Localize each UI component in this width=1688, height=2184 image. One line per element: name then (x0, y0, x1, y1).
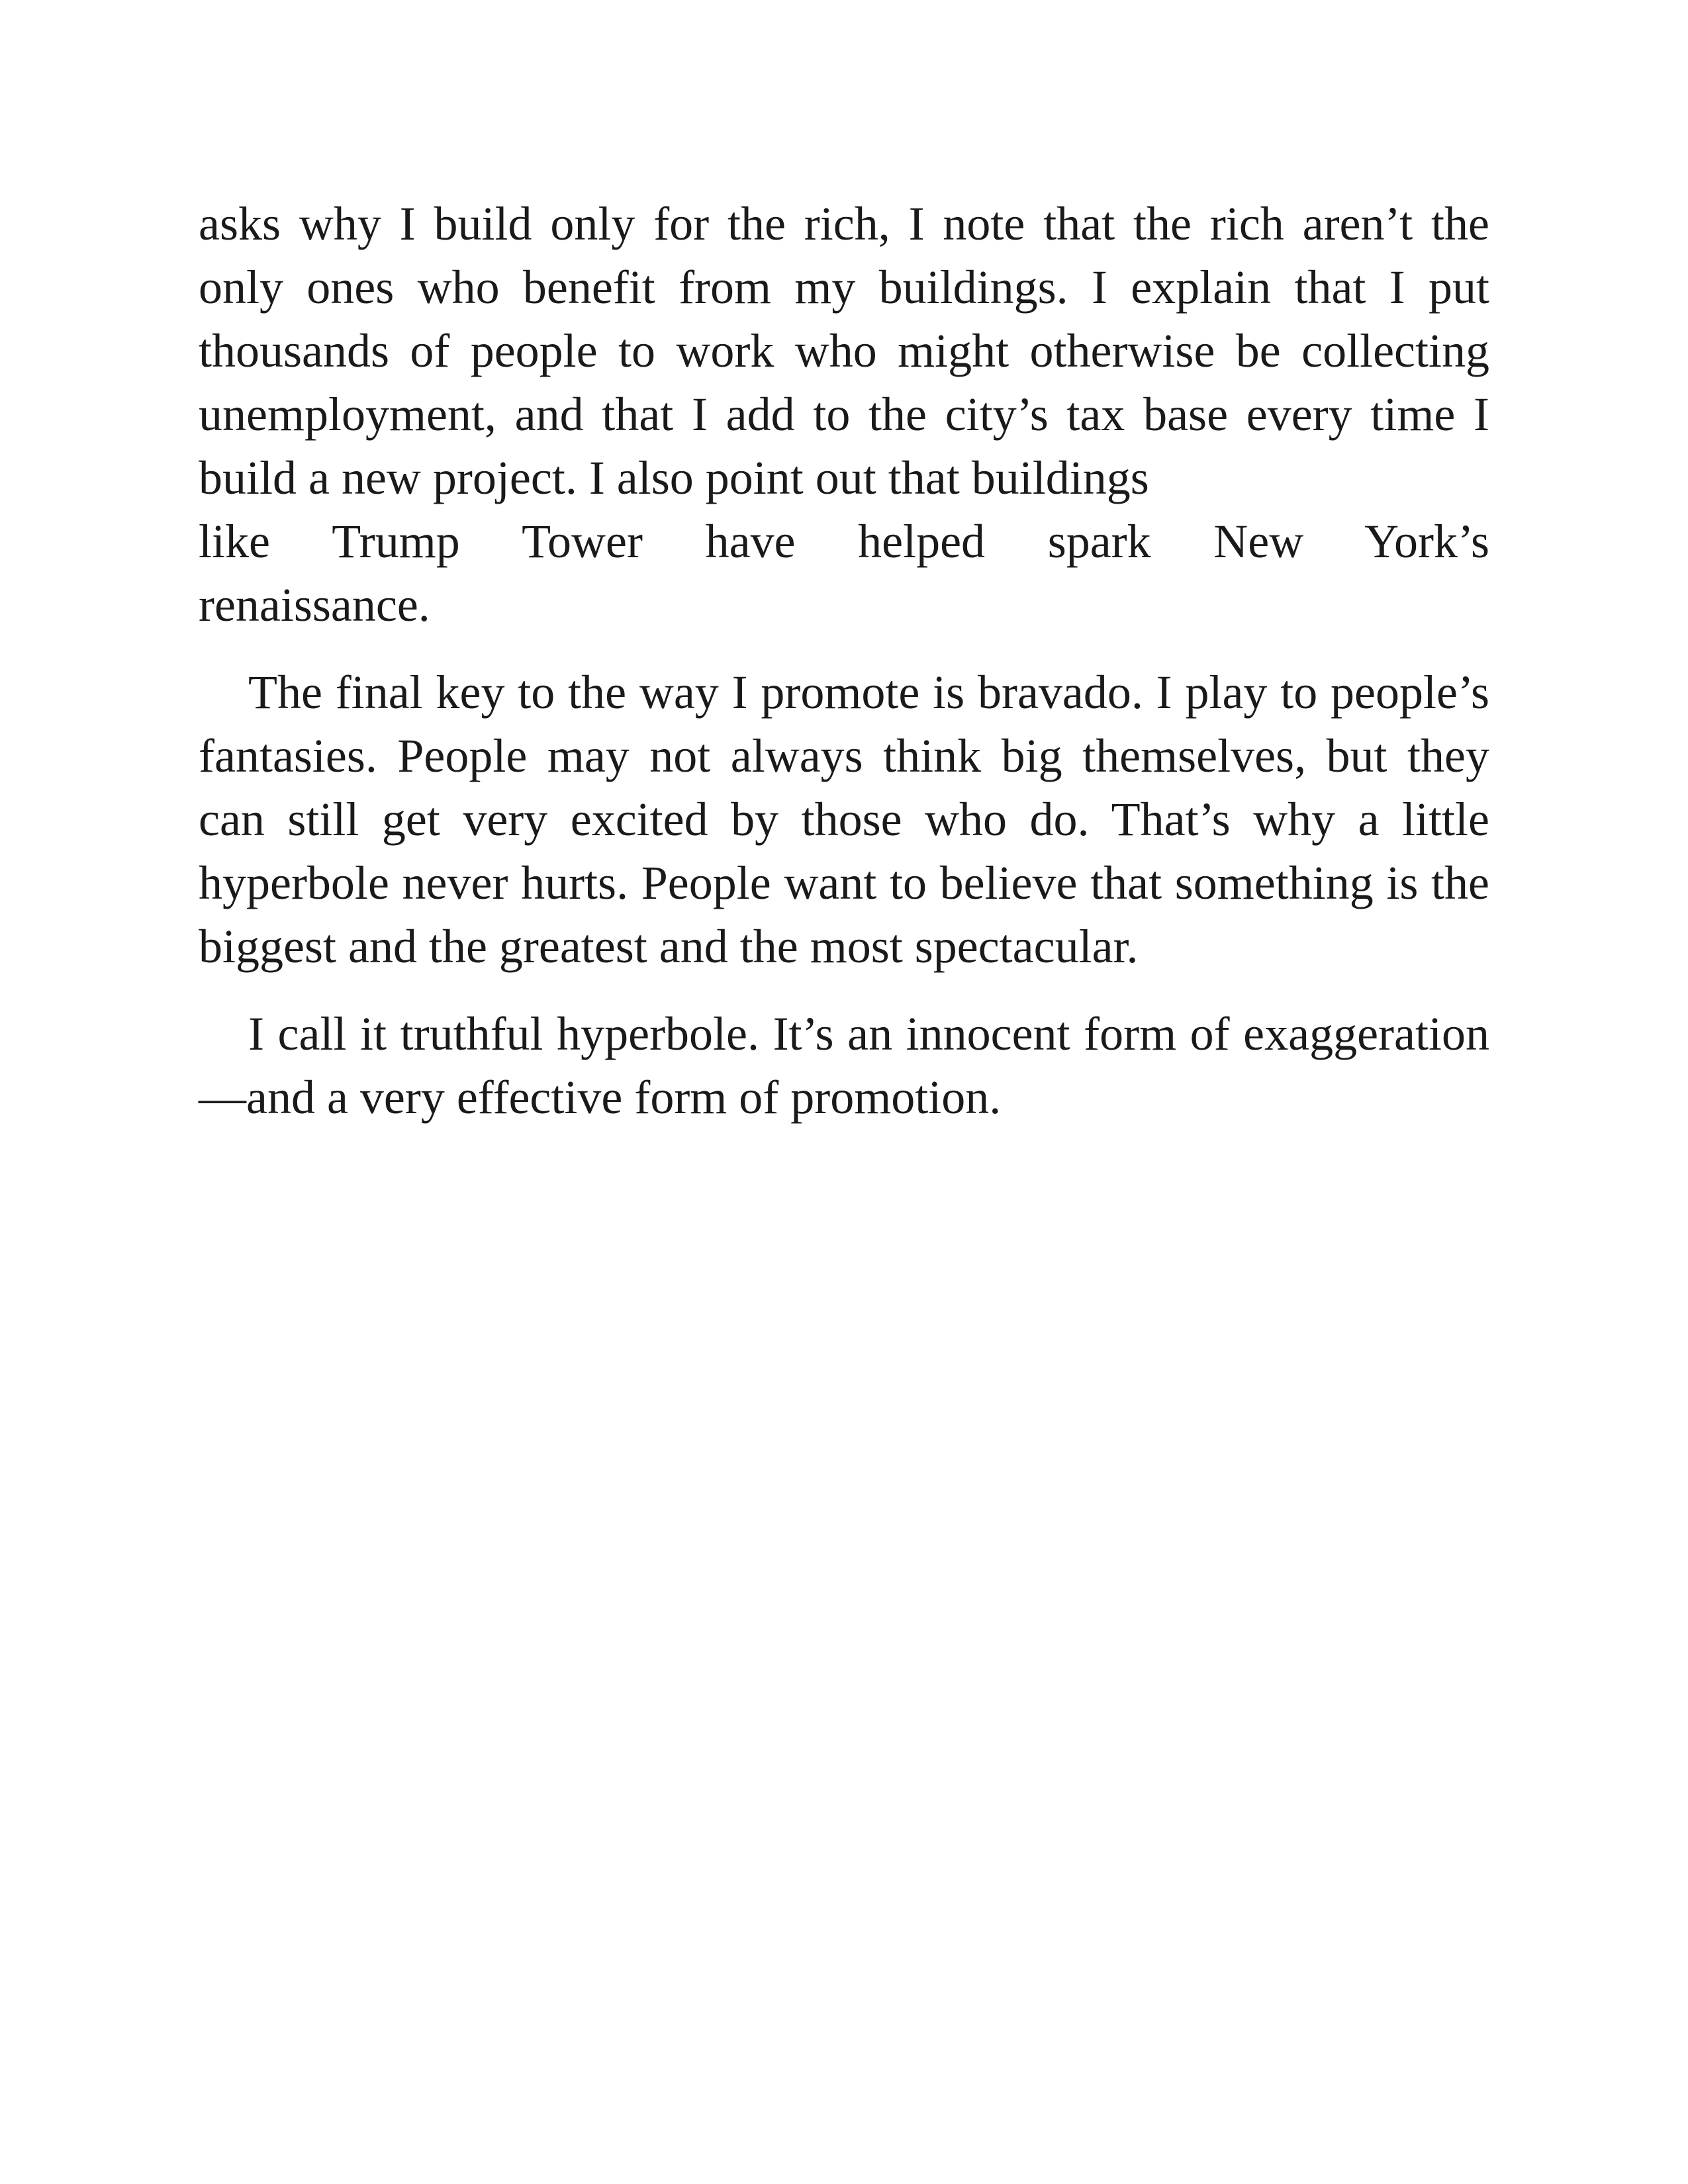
paragraph-truthful-hyperbole: I call it truthful hyperbole. It’s an innocent form of exaggeration—and a very effective form of promotion. (199, 1007, 1489, 1124)
body-text (199, 192, 1489, 1129)
justified-line: like Trump Tower have helped spark New York’s (199, 515, 1489, 568)
paragraph-last-line: renaissance. (199, 578, 430, 631)
paragraph-bravado: The final key to the way I promote is bravado. I play to people’s fantasies. People may not always think big themselves, but they can still get very excited by those who do. That’s why a little hyperbole never hurts. People want to believe that something is the biggest and the greatest and the most spectacular. (199, 666, 1489, 973)
paragraph-text: asks why I build only for the rich, I note that the rich aren’t the only ones who benefit from my buildings. I explain that I put thousands of people to work who might otherwise be collecting unemployment, and that I add to the city’s tax base every time I build a new project. I also point out that buildings (199, 197, 1489, 504)
paragraph-continued (199, 192, 1489, 637)
